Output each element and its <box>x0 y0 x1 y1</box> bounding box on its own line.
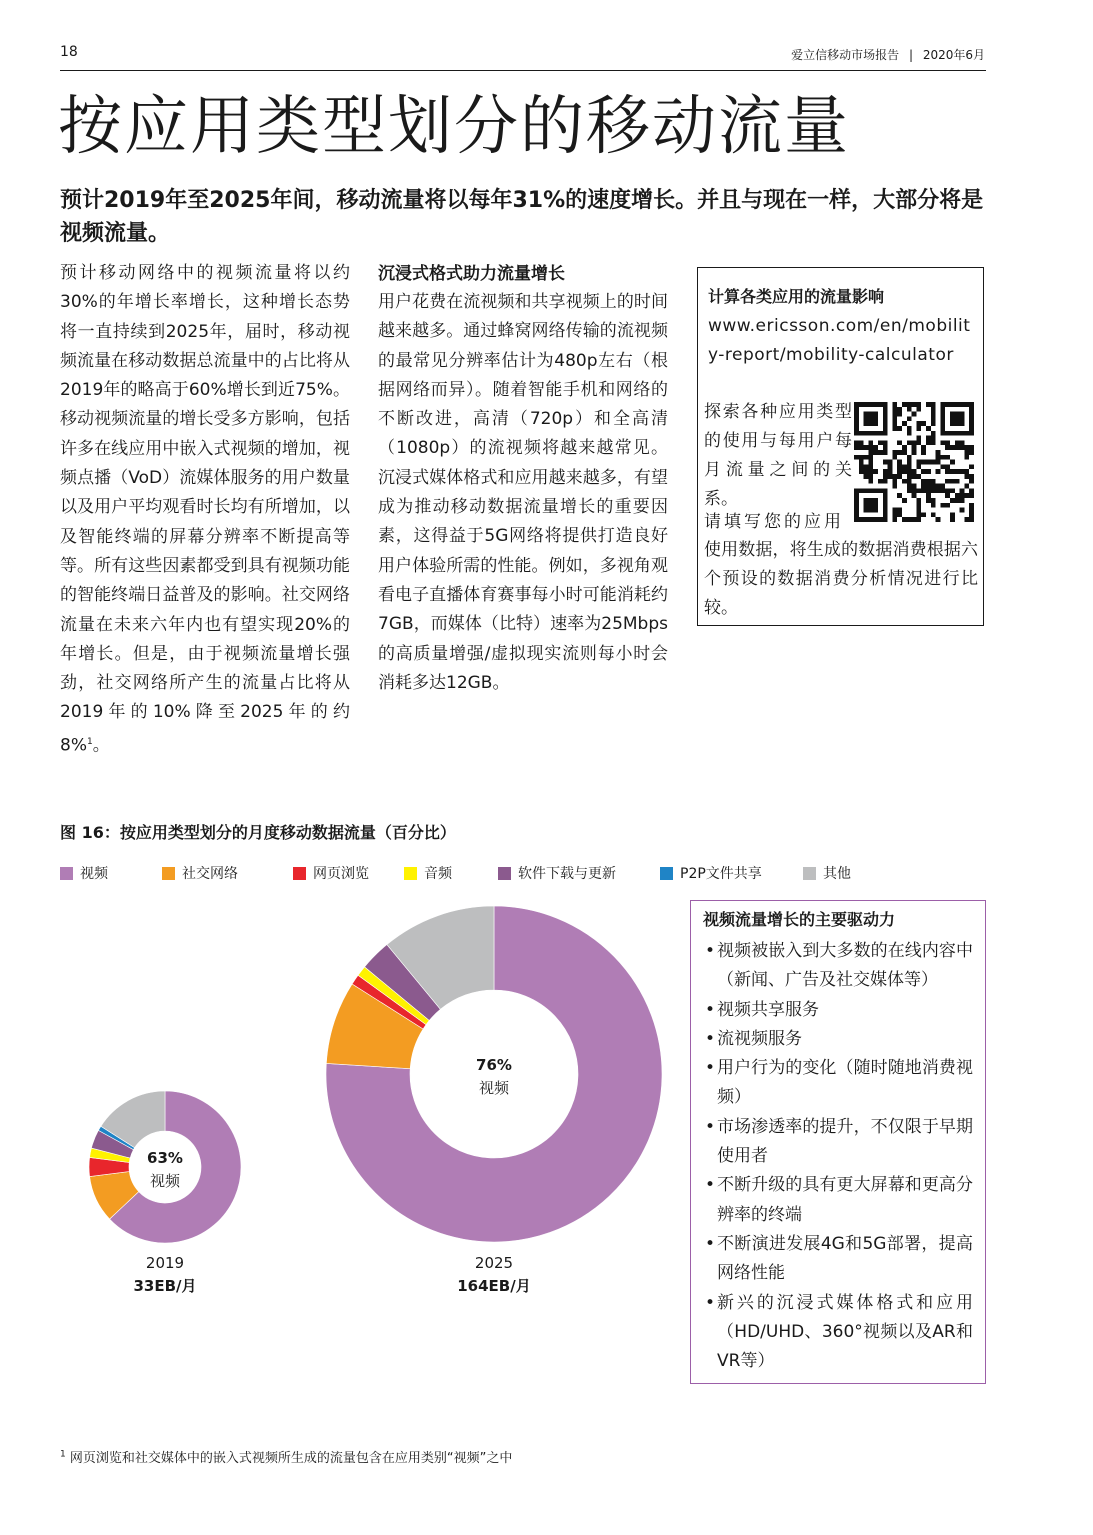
donut-center-value: 63% <box>147 1149 183 1167</box>
report-header <box>791 46 985 63</box>
header-separator: | <box>908 48 913 62</box>
drivers-list <box>703 937 973 1376</box>
donut-center-label: 视频 <box>149 1172 181 1190</box>
page-subtitle: 预计2019年至2025年间，移动流量将以每年31%的速度增长。并且与现在一样，大部分将是视频流量。 <box>60 188 984 246</box>
legend-label: 音频 <box>424 866 452 882</box>
drivers-box <box>690 900 986 1384</box>
footnote-reference: 1 <box>86 736 93 747</box>
legend-swatch <box>60 867 73 880</box>
legend-item <box>660 863 762 883</box>
calculator-fill-text: 请填写您的应用 <box>704 512 844 532</box>
legend-swatch <box>162 867 175 880</box>
drivers-item: • 视频被嵌入到大多数的在线内容中（新闻、广告及社交媒体等） <box>703 937 973 996</box>
donut-total-label: 164EB/月 <box>457 1277 531 1295</box>
body-column-2: 用户花费在流视频和共享视频上的时间越来越多。通过蜂窝网络传输的流视频的最常见分辨率估计为480p左右（根据网络而异）。随着智能手机和网络的不断改进，高清（720p）和全高清（1080p）的流视频将越来越常见。沉浸式媒体格式和应用越来越多，有望成为推动移动数据流量增长的重要因素，这得益于5G网络将提供打造良好用户体验所需的性能。例如，多视角观看电子直播体育赛事每小时可能消耗约7GB，而媒体（比特）速率为25Mbps的高质量增强/虚拟现实流则每小时会消耗多达12GB。 <box>378 292 668 693</box>
donut-center-label: 视频 <box>478 1079 510 1097</box>
legend-swatch <box>404 867 417 880</box>
legend-item <box>404 863 452 883</box>
header-divider <box>60 70 986 71</box>
drivers-item: • 市场渗透率的提升，不仅限于早期使用者 <box>703 1113 973 1172</box>
calculator-description: 使用数据，将生成的数据消费根据六个预设的数据消费分析情况进行比较。 <box>704 540 978 618</box>
legend-item <box>293 863 369 883</box>
footnote-text: 网页浏览和社交媒体中的嵌入式视频所生成的流量包含在应用类别“视频”之中 <box>69 1451 513 1466</box>
donut-charts <box>60 896 680 1316</box>
legend-item <box>162 863 238 883</box>
donut-center-value: 76% <box>476 1056 512 1074</box>
legend-item <box>498 863 616 883</box>
legend-swatch <box>660 867 673 880</box>
qr-code[interactable] <box>854 402 974 522</box>
body-column-1 <box>60 259 350 761</box>
section-heading: 沉浸式格式助力流量增长 <box>378 264 565 284</box>
body-text-1: 预计移动网络中的视频流量将以约30%的年增长率增长，这种增长态势将一直持续到2025年，届时，移动视频流量在移动数据总流量中的占比将从 2019年的略高于60%增长到近75%。移动视频流量的增长受多方影响，包括许多在线应用中嵌入式视频的增加，视频点播（VoD）流媒体服务的用户数量以及用户平均观看时长均有所增加，以及智能终端的屏幕分辨率不断提高等等。所有这些因素都受到具有视频功能的智能终端日益普及的影响。社交网络流量在未来六年内也有望实现20%的年增长。但是，由于视频流量增长强劲，社交网络所产生的流量占比将从2019年的10%降至2025年的约8% <box>60 263 350 756</box>
legend-swatch <box>498 867 511 880</box>
drivers-item: • 流视频服务 <box>703 1025 973 1054</box>
legend-item <box>60 863 108 883</box>
legend-label: 其他 <box>823 866 851 882</box>
calculator-explore-text: 探索各种应用类型的使用与每用户每月流量之间的关系。 <box>704 402 852 509</box>
legend-label: 社交网络 <box>182 866 238 882</box>
donut-year-label: 2025 <box>474 1254 514 1272</box>
report-name: 爱立信移动市场报告 <box>791 48 900 62</box>
drivers-item: • 不断升级的具有更大屏幕和更高分辨率的终端 <box>703 1171 973 1230</box>
drivers-title: 视频流量增长的主要驱动力 <box>703 910 896 929</box>
legend-label: P2P文件共享 <box>680 866 762 882</box>
donut-year-label: 2019 <box>145 1254 185 1272</box>
drivers-item: • 新兴的沉浸式媒体格式和应用（HD/UHD、360°视频以及AR和VR等） <box>703 1289 973 1377</box>
legend-label: 网页浏览 <box>313 866 369 882</box>
page-number: 18 <box>60 44 78 60</box>
drivers-item: • 用户行为的变化（随时随地消费视频） <box>703 1054 973 1113</box>
drivers-item: • 视频共享服务 <box>703 996 973 1025</box>
legend-label: 视频 <box>80 866 108 882</box>
figure-title: 图 16：按应用类型划分的月度移动数据流量（百分比） <box>60 823 456 842</box>
calculator-title: 计算各类应用的流量影响 <box>708 287 885 306</box>
legend-swatch <box>803 867 816 880</box>
drivers-item: • 不断演进发展4G和5G部署，提高网络性能 <box>703 1230 973 1289</box>
legend-item <box>803 863 851 883</box>
page-title: 按应用类型划分的移动流量 <box>58 90 850 164</box>
chart-legend <box>60 863 960 883</box>
legend-label: 软件下载与更新 <box>518 866 616 882</box>
report-date: 2020年6月 <box>922 48 985 62</box>
body-text-1-end: 。 <box>92 735 110 756</box>
donut-total-label: 33EB/月 <box>133 1277 197 1295</box>
calculator-box <box>697 267 984 626</box>
calculator-link[interactable]: www.ericsson.com/en/mobility-report/mobility-calculator <box>708 316 971 365</box>
legend-swatch <box>293 867 306 880</box>
footnote <box>60 1447 512 1466</box>
footnote-number: 1 <box>60 1449 66 1460</box>
